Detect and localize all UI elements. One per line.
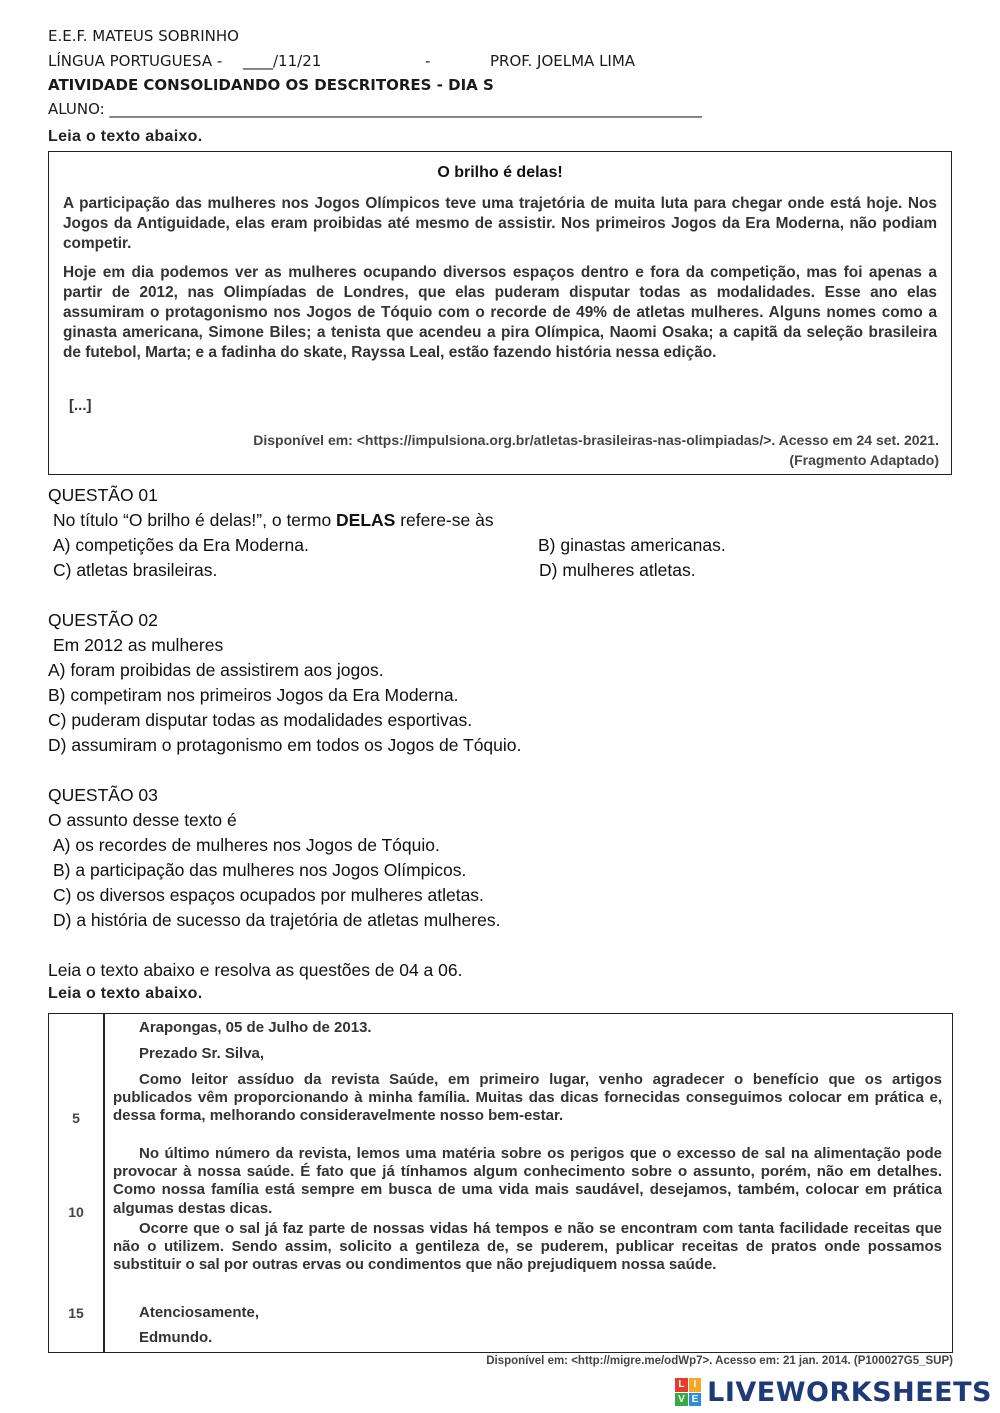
q1-option-c[interactable]: C) atletas brasileiras. bbox=[53, 560, 218, 580]
q3-option-c[interactable]: C) os diversos espaços ocupados por mulheres atletas. bbox=[53, 885, 484, 905]
q2-option-c[interactable]: C) puderam disputar todas as modalidades esportivas. bbox=[48, 710, 473, 730]
q1-option-a[interactable]: A) competições da Era Moderna. bbox=[53, 535, 309, 555]
letter-signature: Edmundo. bbox=[139, 1329, 213, 1346]
text1-paragraph-1: A participação das mulheres nos Jogos Olímpicos teve uma trajetória de muita luta para chegar onde está hoje. Nos Jogos da Antiguidade, elas eram proibidas até mesmo de assistir. Nos primeiros Jogos da Era Moderna, não podiam competir. bbox=[63, 195, 937, 252]
q3-option-d[interactable]: D) a história de sucesso da trajetória de atletas mulheres. bbox=[53, 910, 501, 930]
text1-source: Disponível em: <https://impulsiona.org.br/atletas-brasileiras-nas-olimpiadas/>. Acesso em 24 set. 2021. bbox=[253, 432, 939, 448]
q1-stem-post: refere-se às bbox=[395, 510, 494, 530]
letter-paragraph-1: Como leitor assíduo da revista Saúde, em primeiro lugar, venho agradecer o benefício que os artigos publicados vêm proporcionando à minha família. Muitas das dicas fornecidas conseguimos colocar em prática e, dessa forma, melhorando consideravelmente nosso bem-estar. bbox=[113, 1071, 942, 1125]
subject: LÍNGUA PORTUGUESA - bbox=[48, 52, 223, 70]
text1-title: O brilho é delas! bbox=[437, 164, 563, 181]
date-field[interactable]: ____/11/21 bbox=[243, 52, 322, 70]
header-dash: - bbox=[425, 52, 431, 70]
letter-place-date: Arapongas, 05 de Julho de 2013. bbox=[139, 1019, 372, 1036]
line-number-15: 15 bbox=[68, 1305, 84, 1321]
line-number-5: 5 bbox=[72, 1110, 80, 1126]
q3-title: QUESTÃO 03 bbox=[48, 785, 158, 805]
activity-title: ATIVIDADE CONSOLIDANDO OS DESCRITORES - DIA S bbox=[48, 76, 494, 94]
text2-source: Disponível em: <http://migre.me/odWp7>. Acesso em: 21 jan. 2014. (P100027G5_SUP) bbox=[486, 1355, 953, 1367]
q2-option-d[interactable]: D) assumiram o protagonismo em todos os Jogos de Tóquio. bbox=[48, 735, 522, 755]
read-instruction-1: Leia o texto abaixo. bbox=[48, 128, 203, 145]
text1-paragraph-2: Hoje em dia podemos ver as mulheres ocupando diversos espaços dentro e fora da competição, mas foi apenas a partir de 2012, nas Olimpíadas de Londres, que elas puderam disputar todas as modalidades. Esse ano elas assumiram o protagonismo nos Jogos de Tóquio com o recorde de 49% de atletas mulheres. Alguns nomes como a ginasta americana, Simone Biles; a tenista que acendeu a pira Olímpica, Naomi Osaka; a capitã da seleção brasileira de futebol, Marta; e a fadinha do skate, Rayssa Leal, estão fazendo história nessa edição. bbox=[63, 264, 937, 361]
q2-option-a[interactable]: A) foram proibidas de assistirem aos jogos. bbox=[48, 660, 384, 680]
line-number-divider bbox=[103, 1014, 105, 1352]
logo-text: LIVEWORKSHEETS bbox=[707, 1376, 992, 1408]
school-name: E.E.F. MATEUS SOBRINHO bbox=[48, 27, 239, 45]
q3-option-a[interactable]: A) os recordes de mulheres nos Jogos de Tóquio. bbox=[53, 835, 440, 855]
q1-stem-pre: No título “O brilho é delas!”, o termo bbox=[53, 510, 337, 530]
intro-text-2: Leia o texto abaixo e resolva as questões de 04 a 06. bbox=[48, 960, 463, 980]
q1-title: QUESTÃO 01 bbox=[48, 485, 158, 505]
line-number-10: 10 bbox=[68, 1204, 84, 1220]
letter-paragraph-3: Ocorre que o sal já faz parte de nossas vidas há tempos e não se encontram com tanta facilidade receitas que não o utilizem. Sendo assim, solicito a gentileza de, se puderem, publicar receitas de pratos onde possamos substituir o sal por outras ervas ou condimentos que não prejudiquem nossa saúde. bbox=[113, 1220, 942, 1274]
q1-stem bbox=[53, 510, 494, 531]
letter-paragraph-2: No último número da revista, lemos uma matéria sobre os perigos que o excesso de sal na alimentação pode provocar à nossa saúde. É fato que já tínhamos algum conhecimento sobre o assunto, porém, não em detalhes. Como nossa família está sempre em busca de uma vida mais saudável, desejamos, também, colocar em prática algumas destas dicas. bbox=[113, 1145, 942, 1217]
q2-option-b[interactable]: B) competiram nos primeiros Jogos da Era Moderna. bbox=[48, 685, 459, 705]
q1-option-d[interactable]: D) mulheres atletas. bbox=[539, 560, 696, 580]
read-instruction-2: Leia o texto abaixo. bbox=[48, 985, 203, 1002]
text-box-1 bbox=[48, 151, 952, 475]
text-box-2 bbox=[48, 1013, 953, 1353]
liveworksheets-mark-icon: L I V E bbox=[675, 1378, 701, 1406]
liveworksheets-logo bbox=[675, 1375, 992, 1409]
q3-option-b[interactable]: B) a participação das mulheres nos Jogos Olímpicos. bbox=[53, 860, 467, 880]
text1-fragment-note: (Fragmento Adaptado) bbox=[789, 452, 939, 468]
q1-stem-bold: DELAS bbox=[336, 510, 396, 530]
text1-ellipsis: [...] bbox=[69, 397, 92, 414]
student-field[interactable]: ALUNO: _______________________________________________________________________________ bbox=[48, 100, 702, 118]
subject-line bbox=[48, 52, 222, 70]
q3-stem: O assunto desse texto é bbox=[48, 810, 237, 830]
letter-greeting: Prezado Sr. Silva, bbox=[139, 1045, 265, 1062]
q2-stem: Em 2012 as mulheres bbox=[53, 635, 224, 655]
letter-closing: Atenciosamente, bbox=[139, 1304, 260, 1321]
q1-option-b[interactable]: B) ginastas americanas. bbox=[538, 535, 726, 555]
q2-title: QUESTÃO 02 bbox=[48, 610, 158, 630]
teacher-name: PROF. JOELMA LIMA bbox=[490, 52, 636, 70]
